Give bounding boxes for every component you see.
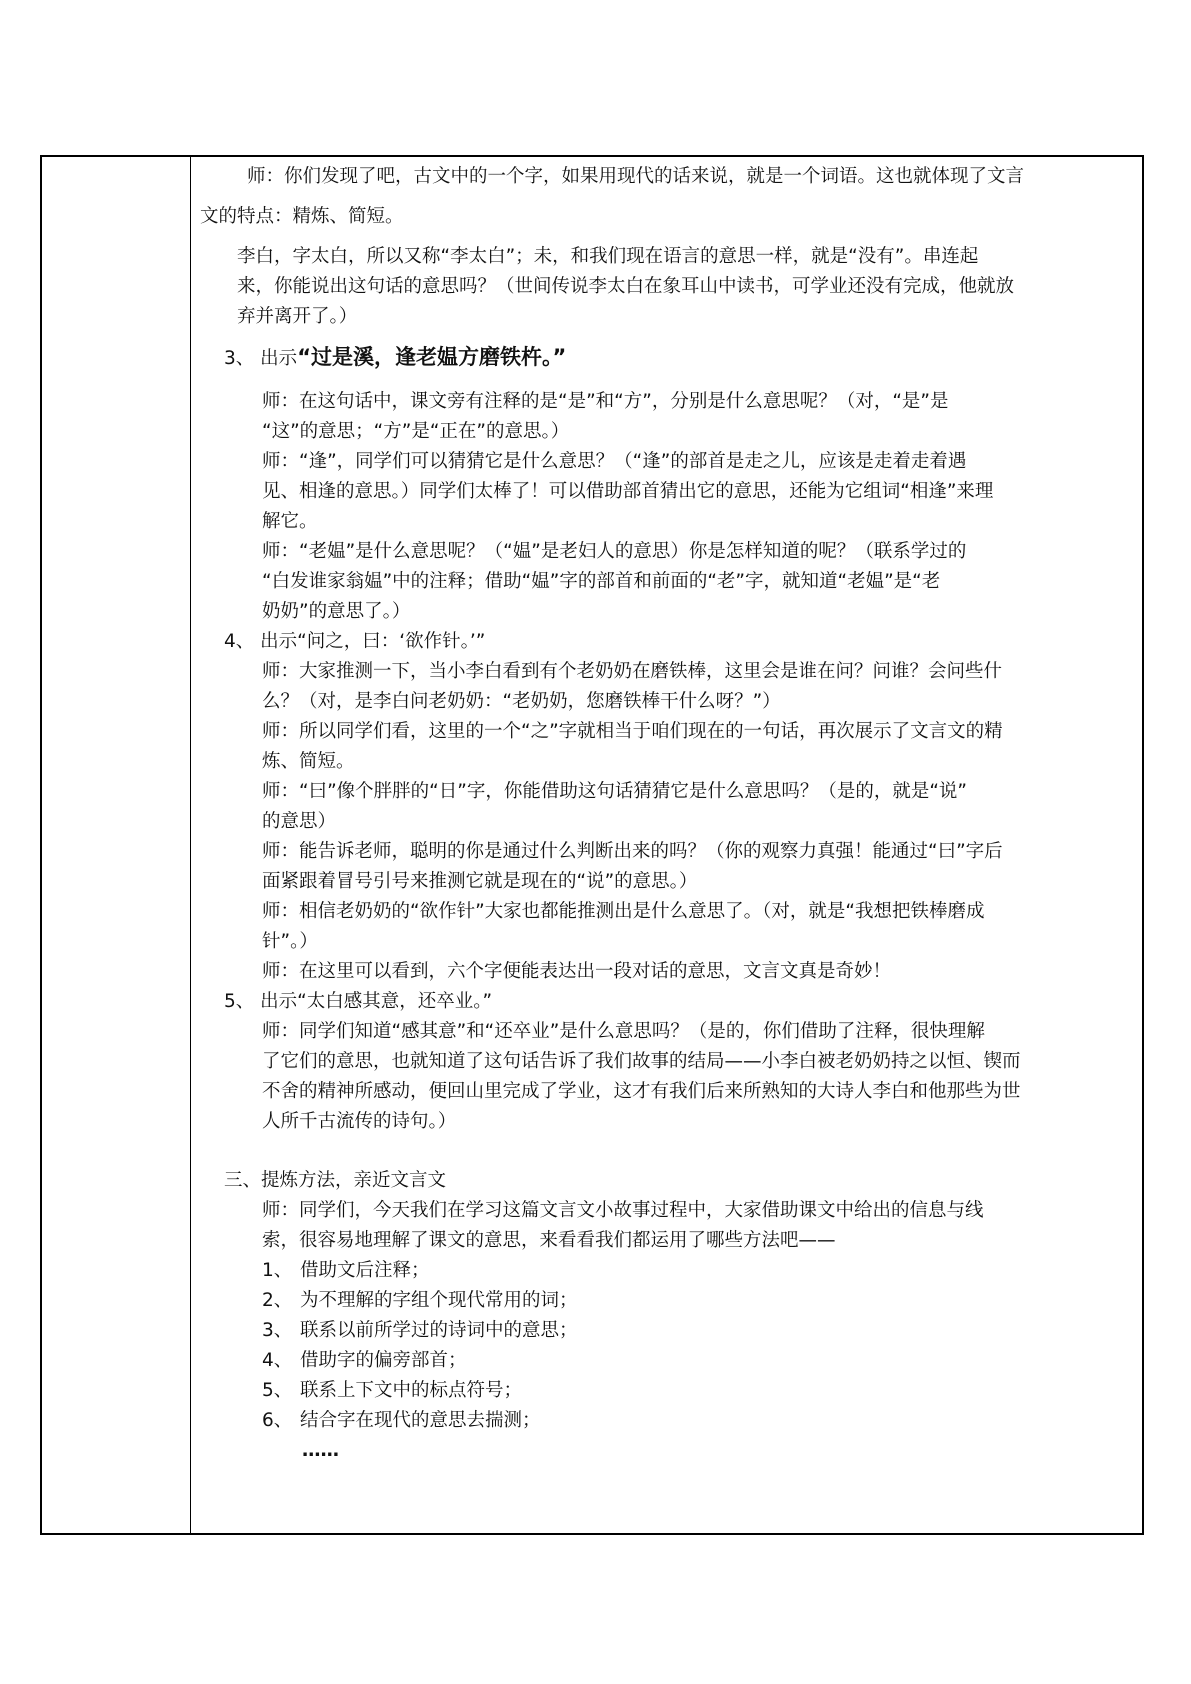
text-line: 针”。） — [262, 931, 318, 952]
table-column-divider — [190, 157, 191, 1533]
text-line: 炼、简短。 — [262, 751, 355, 772]
step-number: 4、 — [224, 631, 255, 652]
text-line: 索，很容易地理解了课文的意思，来看看我们都运用了哪些方法吧—— — [262, 1230, 836, 1251]
text-line: 文的特点：精炼、简短。 — [200, 206, 404, 227]
step-number: 3、 — [224, 348, 255, 369]
step-label: 出示 — [260, 348, 298, 369]
text-line: 师：“曰”像个胖胖的“日”字，你能借助这句话猜猜它是什么意思吗？（是的，就是“说” — [262, 781, 968, 802]
text-line: 面紧跟着冒号引号来推测它就是现在的“说”的意思。） — [262, 871, 698, 892]
text-line: 师：所以同学们看，这里的一个“之”字就相当于咱们现在的一句话，再次展示了文言文的精 — [262, 721, 1003, 742]
ellipsis: …… — [302, 1440, 339, 1461]
method-number: 5、 — [262, 1380, 293, 1401]
step-3-heading — [224, 346, 566, 370]
method-text: 联系上下文中的标点符号； — [300, 1380, 523, 1401]
text-line: 李白，字太白，所以又称“李太白”；未，和我们现在语言的意思一样，就是“没有”。串连起 — [237, 246, 979, 267]
text-line: 了它们的意思，也就知道了这句话告诉了我们故事的结局——小李白被老奶奶持之以恒、锲而 — [262, 1051, 1021, 1072]
text-line: 师：在这里可以看到，六个字便能表达出一段对话的意思，文言文真是奇妙！ — [262, 961, 892, 982]
method-number: 2、 — [262, 1290, 293, 1311]
text-line: 人所千古流传的诗句。） — [262, 1111, 457, 1132]
text-line: 的意思） — [262, 811, 337, 832]
method-item — [262, 1380, 522, 1402]
lesson-content-cell — [192, 157, 1142, 1533]
text-line: 师：相信老奶奶的“欲作针”大家也都能推测出是什么意思了。（对，就是“我想把铁棒磨成 — [262, 901, 985, 922]
method-number: 4、 — [262, 1350, 293, 1371]
text-line: “这”的意思；“方”是“正在”的意思。） — [262, 421, 570, 442]
method-text: 联系以前所学过的诗词中的意思； — [300, 1320, 578, 1341]
text-line: 弃并离开了。） — [237, 306, 358, 327]
section-heading: 三、提炼方法，亲近文言文 — [224, 1170, 447, 1191]
method-text: 为不理解的字组个现代常用的词； — [300, 1290, 578, 1311]
text-line: 师：在这句话中，课文旁有注释的是“是”和“方”，分别是什么意思呢？（对，“是”是 — [262, 391, 949, 412]
text-line: 师：“老媪”是什么意思呢？（“媪”是老妇人的意思）你是怎样知道的呢？（联系学过的 — [262, 541, 967, 562]
method-number: 6、 — [262, 1410, 293, 1431]
step-5-heading — [224, 991, 492, 1013]
method-item — [262, 1410, 541, 1432]
method-item — [262, 1260, 430, 1282]
step-number: 5、 — [224, 991, 255, 1012]
lesson-table — [40, 155, 1144, 1535]
method-item — [262, 1350, 467, 1372]
method-text: 借助字的偏旁部首； — [300, 1350, 467, 1371]
method-item — [262, 1290, 578, 1312]
step-4-heading — [224, 631, 485, 653]
text-line: 解它。 — [262, 511, 318, 532]
text-line: 师：“逢”，同学们可以猜猜它是什么意思？（“逢”的部首是走之儿，应该是走着走着遇 — [262, 451, 967, 472]
step-text: 出示“太白感其意，还卒业。” — [260, 991, 493, 1012]
text-line: 么？（对，是李白问老奶奶：“老奶奶，您磨铁棒干什么呀？”） — [262, 691, 781, 712]
step-text: 出示“问之，曰：‘欲作针。’” — [260, 631, 486, 652]
text-line: 师：能告诉老师，聪明的你是通过什么判断出来的吗？（你的观察力真强！能通过“曰”字后 — [262, 841, 1003, 862]
method-item — [262, 1320, 578, 1342]
text-line: 师：你们发现了吧，古文中的一个字，如果用现代的话来说，就是一个词语。这也就体现了文言 — [247, 166, 1025, 187]
text-line: “白发谁家翁媪”中的注释；借助“媪”字的部首和前面的“老”字，就知道“老媪”是“老 — [262, 571, 941, 592]
method-text: 结合字在现代的意思去揣测； — [300, 1410, 541, 1431]
text-line: 奶奶”的意思了。） — [262, 601, 411, 622]
text-line: 来，你能说出这句话的意思吗？（世间传说李太白在象耳山中读书，可学业还没有完成，他就放 — [237, 276, 1015, 297]
method-number: 3、 — [262, 1320, 293, 1341]
text-line: 见、相逢的意思。）同学们太棒了！可以借助部首猜出它的意思，还能为它组词“相逢”来理 — [262, 481, 994, 502]
text-line: 师：同学们，今天我们在学习这篇文言文小故事过程中，大家借助课文中给出的信息与线 — [262, 1200, 984, 1221]
text-line: 师：大家推测一下，当小李白看到有个老奶奶在磨铁棒，这里会是谁在问？问谁？会问些什 — [262, 661, 1003, 682]
text-line: 师：同学们知道“感其意”和“还卒业”是什么意思吗？（是的，你们借助了注释，很快理解 — [262, 1021, 985, 1042]
step-quote: “过是溪，逢老媪方磨铁杵。” — [297, 345, 567, 369]
text-line: 不舍的精神所感动，便回山里完成了学业，这才有我们后来所熟知的大诗人李白和他那些为世 — [262, 1081, 1021, 1102]
method-text: 借助文后注释； — [300, 1260, 430, 1281]
method-number: 1、 — [262, 1260, 293, 1281]
